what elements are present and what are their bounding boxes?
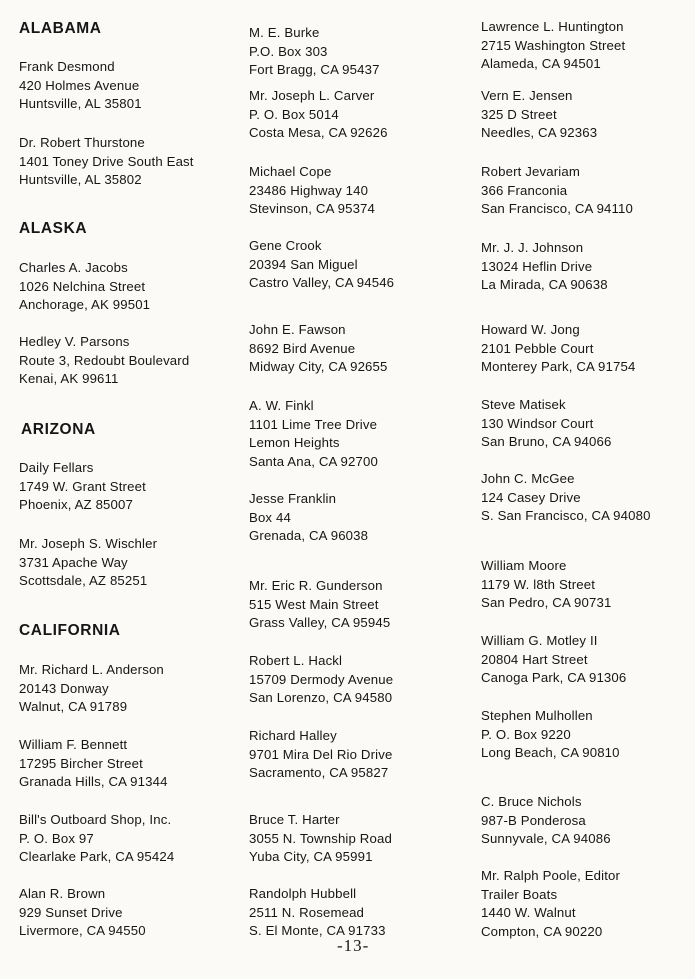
entry-street: 3055 N. Township Road (249, 830, 392, 846)
entry-street: 9701 Mira Del Rio Drive (249, 746, 393, 762)
entry-street: 124 Casey Drive (481, 489, 581, 505)
entry-name: John E. Fawson (249, 322, 346, 337)
entry-street: P. O. Box 5014 (249, 106, 339, 122)
entry-name: Bill's Outboard Shop, Inc. (19, 812, 172, 827)
address-entry (249, 652, 393, 708)
entry-name: Robert L. Hackl (249, 653, 343, 668)
address-entry (249, 24, 380, 80)
address-entry (19, 736, 168, 792)
address-entry (481, 867, 620, 941)
entry-street: 420 Holmes Avenue (19, 77, 140, 93)
entry-street-2: 1440 W. Walnut (481, 905, 576, 920)
entry-name: Mr. Joseph S. Wischler (19, 536, 158, 551)
entry-city: Huntsville, AL 35801 (19, 96, 142, 111)
entry-city: S. El Monte, CA 91733 (249, 923, 386, 938)
entry-street: 929 Sunset Drive (19, 904, 123, 920)
address-entry (19, 134, 194, 190)
entry-city: S. San Francisco, CA 94080 (481, 508, 651, 523)
address-entry (481, 557, 611, 613)
entry-street: 987-B Ponderosa (481, 812, 586, 828)
entry-street: 20804 Hart Street (481, 651, 588, 667)
section-heading-arizona: ARIZONA (21, 421, 96, 438)
address-entry (19, 885, 146, 941)
entry-street: 1026 Nelchina Street (19, 278, 146, 294)
entry-city: Santa Ana, CA 92700 (249, 453, 378, 469)
entry-name: William F. Bennett (19, 737, 128, 752)
entry-name: Vern E. Jensen (481, 88, 573, 103)
entry-street: 17295 Bircher Street (19, 755, 143, 771)
entry-street: 3731 Apache Way (19, 554, 128, 570)
address-entry (481, 632, 626, 688)
address-entry (249, 577, 390, 633)
entry-name: Dr. Robert Thurstone (19, 135, 145, 150)
entry-street: Trailer Boats (481, 886, 558, 902)
address-entry (249, 163, 375, 219)
entry-name: Mr. Eric R. Gunderson (249, 578, 383, 593)
entry-city: Grenada, CA 96038 (249, 528, 369, 543)
address-entry (481, 18, 625, 74)
section-heading-alaska: ALASKA (19, 220, 88, 237)
entry-city: Compton, CA 90220 (481, 923, 603, 939)
page-number: -13- (337, 936, 370, 955)
entry-name: Mr. Ralph Poole, Editor (481, 868, 621, 883)
entry-street: Route 3, Redoubt Boulevard (19, 352, 190, 368)
entry-city: Granada Hills, CA 91344 (19, 774, 168, 789)
entry-name: Alan R. Brown (19, 886, 106, 901)
entry-name: Mr. Richard L. Anderson (19, 662, 164, 677)
address-entry (249, 237, 394, 293)
entry-city: Anchorage, AK 99501 (19, 297, 151, 312)
address-entry (481, 793, 611, 849)
entry-city: La Mirada, CA 90638 (481, 277, 608, 292)
address-entry (19, 333, 189, 389)
entry-street: 515 West Main Street (249, 596, 379, 612)
entry-city: San Bruno, CA 94066 (481, 434, 612, 449)
entry-city: Yuba City, CA 95991 (249, 849, 373, 864)
entry-street: P. O. Box 9220 (481, 726, 571, 742)
entry-street: 130 Windsor Court (481, 415, 594, 431)
entry-city: San Pedro, CA 90731 (481, 595, 612, 610)
entry-name: Daily Fellars (19, 460, 94, 475)
entry-name: Michael Cope (249, 164, 332, 179)
entry-city: Walnut, CA 91789 (19, 699, 128, 714)
entry-name: Howard W. Jong (481, 322, 580, 337)
entry-city: Needles, CA 92363 (481, 125, 598, 140)
entry-name: Frank Desmond (19, 59, 115, 74)
address-entry (19, 535, 157, 591)
address-entry (249, 885, 386, 941)
address-entry (481, 396, 611, 452)
entry-name: Mr. J. J. Johnson (481, 240, 584, 255)
entry-city: Scottsdale, AZ 85251 (19, 573, 148, 588)
address-entry (481, 321, 635, 377)
entry-street: P. O. Box 97 (19, 830, 94, 846)
entry-street: 20394 San Miguel (249, 256, 358, 272)
entry-city: Canoga Park, CA 91306 (481, 670, 627, 685)
entry-street-2: Lemon Heights (249, 435, 340, 450)
entry-name: C. Bruce Nichols (481, 794, 582, 809)
entry-street: 1749 W. Grant Street (19, 478, 146, 494)
entry-city: Long Beach, CA 90810 (481, 745, 620, 760)
address-entry (481, 163, 633, 219)
entry-street: 2511 N. Rosemead (249, 904, 365, 920)
entry-street: 15709 Dermody Avenue (249, 671, 394, 687)
entry-street: 23486 Highway 140 (249, 182, 369, 198)
entry-name: John C. McGee (481, 471, 575, 486)
entry-street: 1101 Lime Tree Drive (249, 416, 378, 432)
entry-street: 2101 Pebble Court (481, 340, 594, 356)
entry-city: Huntsville, AL 35802 (19, 172, 142, 187)
entry-city: Stevinson, CA 95374 (249, 201, 376, 216)
entry-city: Fort Bragg, CA 95437 (249, 62, 380, 77)
address-entry (481, 239, 608, 295)
entry-city: Livermore, CA 94550 (19, 923, 146, 938)
address-entry (249, 727, 392, 783)
entry-name: Bruce T. Harter (249, 812, 340, 827)
entry-name: A. W. Finkl (249, 398, 314, 413)
entry-city: Midway City, CA 92655 (249, 359, 388, 374)
entry-street: 325 D Street (481, 106, 557, 122)
address-entry (19, 459, 146, 515)
entry-name: Steve Matisek (481, 397, 566, 412)
entry-name: Lawrence L. Huntington (481, 19, 624, 34)
entry-name: William Moore (481, 558, 567, 573)
entry-city: Clearlake Park, CA 95424 (19, 849, 175, 864)
entry-street: Box 44 (249, 509, 291, 525)
entry-name: Mr. Joseph L. Carver (249, 88, 375, 103)
entry-name: Gene Crook (249, 238, 322, 253)
address-entry (19, 661, 164, 717)
entry-name: Robert Jevariam (481, 164, 580, 179)
entry-street: 1401 Toney Drive South East (19, 153, 194, 169)
entry-street: 366 Franconia (481, 182, 568, 198)
address-entry (481, 707, 620, 763)
entry-city: Alameda, CA 94501 (481, 56, 601, 71)
entry-name: Hedley V. Parsons (19, 334, 130, 349)
entry-street: 2715 Washington Street (481, 37, 626, 53)
entry-name: Stephen Mulhollen (481, 708, 593, 723)
address-entry (249, 490, 368, 546)
entry-city: Phoenix, AZ 85007 (19, 497, 133, 512)
entry-name: M. E. Burke (249, 25, 320, 40)
entry-name: Charles A. Jacobs (19, 260, 128, 275)
address-entry (249, 321, 388, 377)
entry-city: Sunnyvale, CA 94086 (481, 831, 611, 846)
entry-city: Kenai, AK 99611 (19, 371, 119, 386)
entry-name: Jesse Franklin (249, 491, 337, 506)
entry-city: Grass Valley, CA 95945 (249, 615, 391, 630)
entry-street: 1179 W. l8th Street (481, 576, 596, 592)
entry-city: San Lorenzo, CA 94580 (249, 690, 393, 705)
section-heading-alabama: ALABAMA (19, 20, 102, 37)
address-entry (19, 58, 142, 114)
address-entry (19, 259, 150, 315)
entry-city: Castro Valley, CA 94546 (249, 275, 395, 290)
address-entry (249, 811, 392, 867)
entry-city: San Francisco, CA 94110 (481, 201, 634, 216)
entry-name: Randolph Hubbell (249, 886, 357, 901)
address-entry (249, 397, 378, 471)
address-entry (249, 87, 388, 143)
entry-street: 8692 Bird Avenue (249, 340, 356, 356)
address-entry (19, 811, 174, 867)
entry-street: P.O. Box 303 (249, 43, 328, 59)
entry-city: Costa Mesa, CA 92626 (249, 125, 388, 140)
entry-city: Monterey Park, CA 91754 (481, 359, 636, 374)
entry-name: Richard Halley (249, 728, 337, 743)
entry-name: William G. Motley II (481, 633, 598, 648)
entry-street: 13024 Heflin Drive (481, 258, 593, 274)
entry-street: 20143 Donway (19, 680, 109, 696)
address-entry (481, 87, 597, 143)
entry-city: Sacramento, CA 95827 (249, 765, 389, 780)
address-entry (481, 470, 651, 526)
section-heading-california: CALIFORNIA (19, 622, 121, 639)
